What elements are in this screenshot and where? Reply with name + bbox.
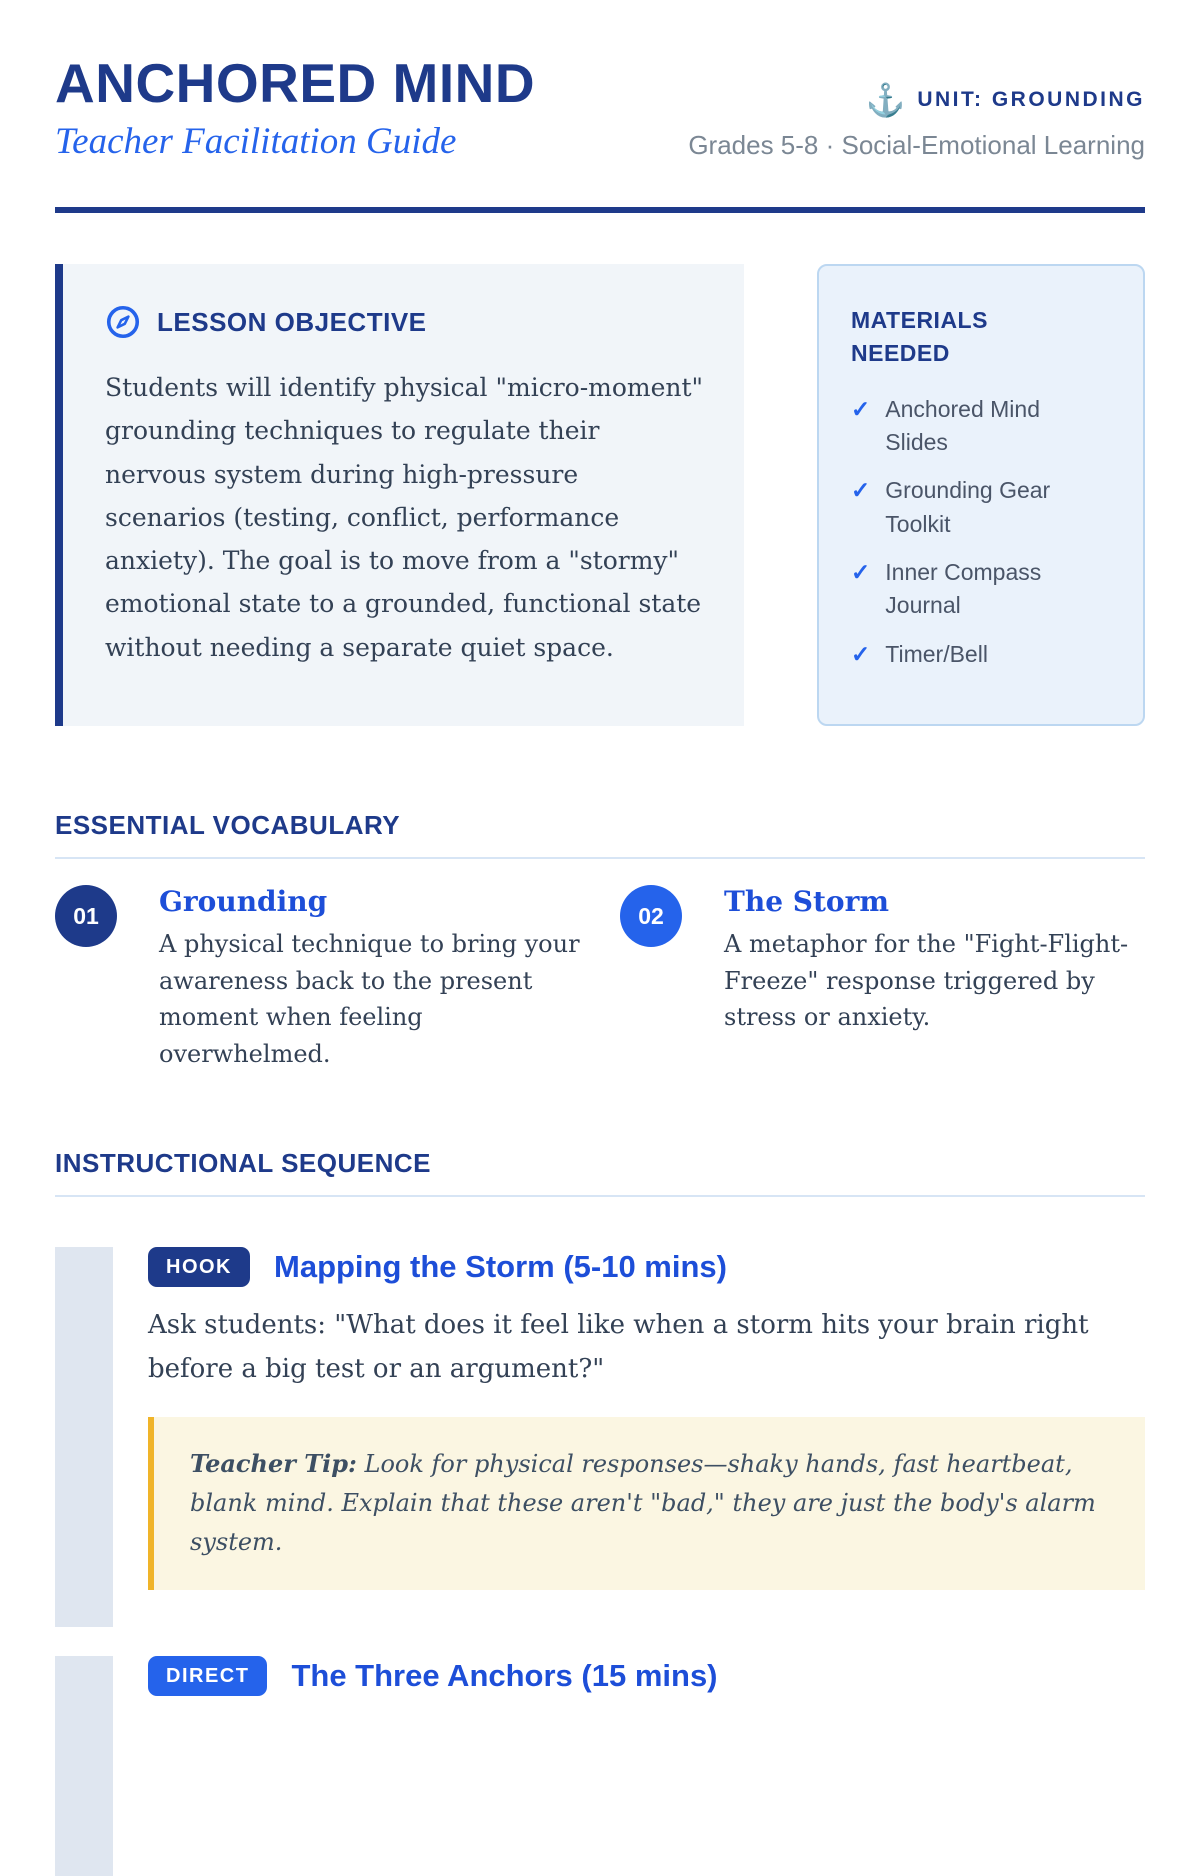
page-subtitle: Teacher Facilitation Guide [55, 121, 457, 162]
vocab-term: The Storm [724, 885, 889, 919]
section-divider [55, 1195, 1145, 1197]
vocab-term: Grounding [159, 885, 328, 919]
vocabulary-row [55, 885, 1145, 1072]
step-badge-hook: HOOK [148, 1247, 250, 1287]
step-body: Ask students: "What does it feel like when a storm hits your brain right before a big test or an argument?" [148, 1309, 1089, 1385]
header-brand [55, 52, 536, 162]
list-item [851, 638, 1111, 671]
sequence-section-heading: INSTRUCTIONAL SEQUENCE [55, 1147, 431, 1178]
check-icon: ✓ [851, 640, 871, 667]
vocab-text [159, 885, 580, 1072]
step-title: The Three Anchors (15 mins) [291, 1657, 718, 1693]
teacher-tip-box [148, 1417, 1145, 1590]
header [55, 0, 1145, 161]
list-item [851, 393, 1111, 460]
check-icon: ✓ [851, 395, 871, 422]
list-item [851, 556, 1111, 623]
header-divider [55, 207, 1145, 213]
material-label: Inner Compass Journal [885, 559, 1042, 619]
step-title: Mapping the Storm (5-10 mins) [274, 1248, 727, 1284]
sequence-step-hook [55, 1247, 1145, 1590]
vocab-number-badge: 02 [620, 885, 682, 947]
compass-icon [105, 304, 141, 340]
step-header [148, 1656, 1145, 1696]
page-title: ANCHORED MIND [55, 52, 536, 114]
lesson-objective-card [55, 264, 744, 726]
lesson-objective-body: Students will identify physical "micro-moment" grounding techniques to regulate their nervous system during high-pressure scenarios (testing, conflict, performance anxiety). The goal is to move from a "stormy" emotional state to a grounded, functional state without needing a separate quiet space. [105, 373, 704, 662]
grade-meta: Grades 5-8 · Social-Emotional Learning [688, 130, 1145, 160]
teacher-tip-body: Look for physical responses—shaky hands, fast heartbeat, blank mind. Explain that these aren't "bad," they are just the body's alarm system. [190, 1450, 1096, 1557]
material-label: Anchored Mind Slides [885, 395, 1040, 456]
timeline-bar [55, 1656, 113, 1876]
step-header [148, 1247, 1145, 1287]
check-icon: ✓ [851, 559, 871, 586]
timeline-bar [55, 1247, 113, 1627]
materials-heading: MATERIALS NEEDED [851, 307, 988, 367]
step-badge-direct: DIRECT [148, 1656, 267, 1696]
materials-list [851, 393, 1111, 671]
lesson-objective-heading: LESSON OBJECTIVE [157, 306, 427, 337]
teacher-tip-label: Teacher Tip: [190, 1449, 357, 1479]
vocab-definition: A metaphor for the "Fight-Flight-Freeze" response triggered by stress or anxiety. [724, 930, 1129, 1032]
material-label: Grounding Gear Toolkit [885, 477, 1051, 537]
objective-materials-row [55, 264, 1145, 726]
anchor-icon: ⚓ [865, 82, 906, 118]
materials-needed-card [817, 264, 1145, 726]
list-item [851, 474, 1111, 541]
vocab-number-badge: 01 [55, 885, 117, 947]
unit-label: UNIT: GROUNDING [917, 88, 1145, 111]
sequence-step-direct [55, 1656, 1145, 1696]
check-icon: ✓ [851, 477, 871, 504]
section-divider [55, 857, 1145, 859]
header-unit-block [688, 84, 1145, 161]
vocab-text [724, 885, 1145, 1035]
lesson-objective-header [105, 304, 706, 340]
material-label: Timer/Bell [885, 640, 988, 667]
teacher-tip-text [190, 1445, 1109, 1562]
vocab-item-grounding [55, 885, 580, 1072]
vocab-definition: A physical technique to bring your awareness back to the present moment when feeling overwhelmed. [159, 930, 580, 1068]
vocabulary-section-heading: ESSENTIAL VOCABULARY [55, 810, 401, 841]
unit-line [688, 84, 1145, 116]
vocab-item-the-storm [620, 885, 1145, 1072]
